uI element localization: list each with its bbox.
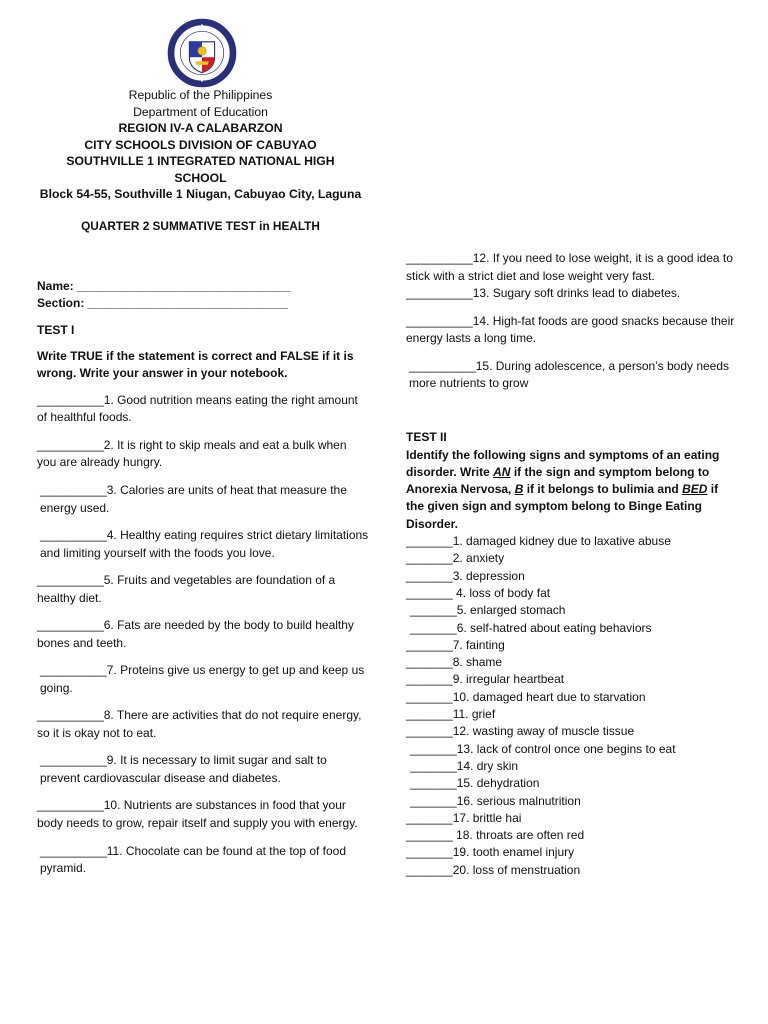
test1-item: __________10. Nutrients are substances in food that your body needs to grow, repair itself and supply you with energy. bbox=[37, 798, 358, 831]
test1-item: __________6. Fats are needed by the body to build healthy bones and teeth. bbox=[37, 618, 354, 650]
section-field: Section: ______________________________ bbox=[37, 296, 288, 310]
test1-item: __________14. High-fat foods are good snacks because their energy lasts a long time. bbox=[406, 313, 735, 346]
header-line-division: CITY SCHOOLS DIVISION OF CABUYAO bbox=[84, 137, 317, 152]
code-an: AN bbox=[493, 464, 511, 479]
test2-item: _______1. damaged kidney due to laxative abuse bbox=[406, 534, 671, 549]
test2-item: _______3. depression bbox=[406, 568, 525, 583]
test1-item: __________7. Proteins give us energy to get up and keep us going. bbox=[40, 663, 365, 695]
test1-item: __________15. During adolescence, a person’s body needs more nutrients to grow bbox=[409, 358, 730, 391]
test2-item: _______11. grief bbox=[406, 707, 496, 722]
test2-item: _______19. tooth enamel injury bbox=[406, 845, 575, 860]
code-bed: BED bbox=[682, 482, 708, 497]
header-line-department: Department of Education bbox=[133, 104, 268, 119]
header-line-address: Block 54-55, Southville 1 Niugan, Cabuyao City, Laguna bbox=[39, 187, 362, 201]
test2-instruction-part: if the sign and symptom belong to Anorexia Nervosa, bbox=[406, 464, 710, 497]
test1-section bbox=[37, 322, 369, 888]
test2-item: _______16. serious malnutrition bbox=[410, 793, 581, 808]
test2-item: _______17. brittle hai bbox=[406, 810, 522, 825]
test2-item: _______9. irregular heartbeat bbox=[406, 672, 565, 687]
code-b: B bbox=[514, 482, 524, 497]
test2-instruction-part: if the given sign and symptom belong to Binge Eating Disorder. bbox=[406, 482, 719, 531]
header-line-republic: Republic of the Philippines bbox=[128, 88, 273, 102]
test2-item: _______8. shame bbox=[406, 655, 503, 670]
test1-item: __________13. Sugary soft drinks lead to diabetes. bbox=[406, 286, 681, 301]
test1-label: TEST I bbox=[37, 323, 75, 337]
test2-instruction bbox=[406, 447, 736, 533]
test1-item: __________4. Healthy eating requires strict dietary limitations and limiting yourself with the foods you love. bbox=[40, 528, 369, 560]
test2-item: _______5. enlarged stomach bbox=[410, 603, 566, 618]
test2-item: _______6. self-hatred about eating behaviors bbox=[410, 620, 652, 635]
test2-item: _______7. fainting bbox=[406, 637, 505, 652]
test2-item: _______10. damaged heart due to starvation bbox=[406, 689, 646, 704]
test2-item: _______ 4. loss of body fat bbox=[406, 585, 551, 600]
test2-item: _______20. loss of menstruation bbox=[406, 862, 581, 877]
test2-section bbox=[406, 429, 736, 879]
test1-item: __________12. If you need to lose weight, it is a good idea to stick with a strict diet and lose weight very fast. bbox=[406, 251, 733, 283]
name-field: Name: ________________________________ bbox=[37, 279, 291, 293]
test1-item: __________11. Chocolate can be found at the top of food pyramid. bbox=[40, 843, 347, 876]
header-line-school-1: SOUTHVILLE 1 INTEGRATED NATIONAL HIGH bbox=[66, 154, 335, 168]
test2-list bbox=[406, 533, 736, 879]
test1-item: __________9. It is necessary to limit sugar and salt to prevent cardiovascular disease and diabetes. bbox=[40, 753, 327, 785]
test1-instruction: Write TRUE if the statement is correct and FALSE if it is wrong. Write your answer in your notebook. bbox=[37, 348, 354, 381]
header-line-school-2: SCHOOL bbox=[174, 170, 227, 185]
test1-continued bbox=[406, 250, 736, 393]
test2-label: TEST II bbox=[406, 430, 447, 444]
deped-seal-logo bbox=[167, 18, 237, 88]
test1-item: __________8. There are activities that do not require energy, so it is okay not to eat. bbox=[37, 708, 362, 740]
test2-item: _______13. lack of control once one begins to eat bbox=[410, 741, 676, 756]
test1-item: __________3. Calories are units of heat that measure the energy used. bbox=[40, 482, 347, 515]
test1-item: __________2. It is right to skip meals and eat a bulk when you are already hungry. bbox=[37, 437, 347, 470]
test1-item: __________5. Fruits and vegetables are foundation of a healthy diet. bbox=[37, 573, 336, 605]
school-header bbox=[28, 87, 373, 203]
header-line-region: REGION IV-A CALABARZON bbox=[118, 121, 283, 135]
test2-item: _______15. dehydration bbox=[410, 776, 540, 791]
test2-instruction-part: Identify the following signs and symptoms of an eating disorder. Write bbox=[406, 447, 720, 479]
test2-item: _______14. dry skin bbox=[410, 758, 519, 773]
test1-item: __________1. Good nutrition means eating the right amount of healthful foods. bbox=[37, 392, 358, 425]
test2-item: _______2. anxiety bbox=[406, 551, 505, 566]
test2-item: _______12. wasting away of muscle tissue bbox=[406, 724, 635, 739]
test2-item: _______ 18. throats are often red bbox=[406, 828, 585, 843]
test-title: QUARTER 2 SUMMATIVE TEST in HEALTH bbox=[81, 219, 320, 233]
test2-instruction-part: if it belongs to bulimia and bbox=[523, 482, 683, 497]
